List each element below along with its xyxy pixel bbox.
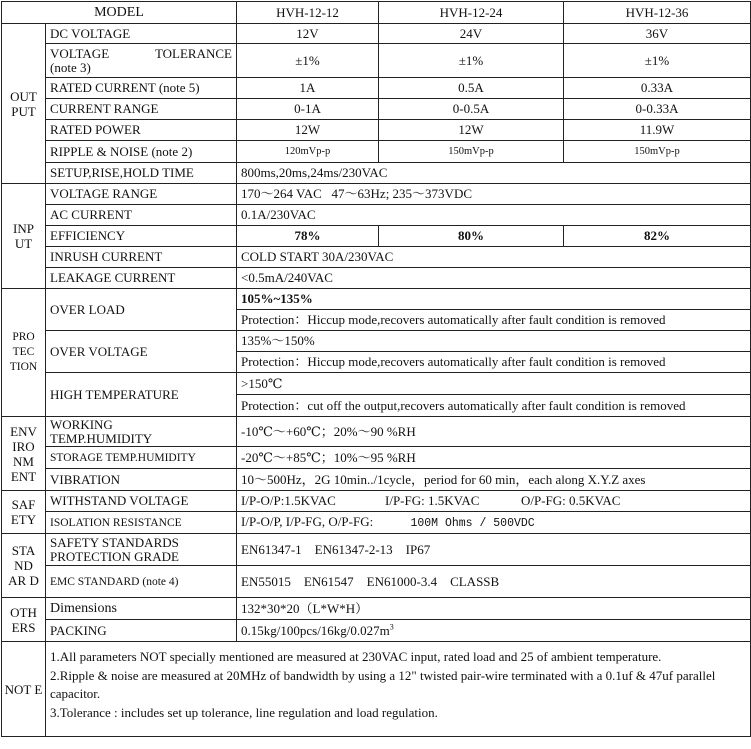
label-part: VOLTAGE xyxy=(50,45,110,61)
cell-value: Protection：Hiccup mode,recovers automatically after fault condition is removed xyxy=(237,310,751,331)
table-row xyxy=(2,469,751,491)
row-label-inrush-current: INRUSH CURRENT xyxy=(46,247,237,268)
label-part: TEMP.HUMIDITY xyxy=(50,430,153,446)
row-label-packing: PACKING xyxy=(46,620,237,642)
cell-value: 0-0.5A xyxy=(379,99,564,120)
table-row xyxy=(2,491,751,512)
cell-value: Protection：Hiccup mode,recovers automatically after fault condition is removed xyxy=(237,352,751,373)
note-item: 2.Ripple & noise are measured at 20MHz of bandwidth by using a 12" twisted pair-wire terminated with a 0.1uf & 47uf parallel capacitor. xyxy=(50,667,716,701)
row-label-working-temp xyxy=(46,417,237,447)
cell-value: 12V xyxy=(237,24,379,44)
table-row xyxy=(2,120,751,141)
label-part: SAFETY STANDARDS xyxy=(50,534,179,550)
cell-value: <0.5mA/240VAC xyxy=(237,268,751,289)
table-row xyxy=(2,205,751,226)
cell-value: 36V xyxy=(564,24,751,44)
row-label-over-load: OVER LOAD xyxy=(46,289,237,331)
cell-value: -10℃～+60℃；20%～90 %RH xyxy=(237,417,751,447)
table-row xyxy=(2,642,751,737)
cell-value: 12W xyxy=(237,120,379,141)
table-row xyxy=(2,373,751,395)
label-part: (note 3) xyxy=(50,59,91,75)
table-row xyxy=(2,417,751,447)
table-row xyxy=(2,289,751,310)
cell-value xyxy=(237,620,751,642)
table-row xyxy=(2,141,751,163)
cell-value: 170～264 VAC 47～63Hz; 235～373VDC xyxy=(237,184,751,205)
row-label-storage-temp: STORAGE TEMP.HUMIDITY xyxy=(46,447,237,469)
packing-value: 0.15kg/100pcs/16kg/0.027m xyxy=(241,622,390,638)
row-label-vibration: VIBRATION xyxy=(46,469,237,491)
row-label-dc-voltage: DC VOLTAGE xyxy=(46,24,237,44)
cell-value: 0-1A xyxy=(237,99,379,120)
cell-value: 150mVp-p xyxy=(379,141,564,163)
isolation-value: 100M Ohms / 500VDC xyxy=(410,516,535,530)
cell-value: COLD START 30A/230VAC xyxy=(237,247,751,268)
category-output: OUT PUT xyxy=(2,24,46,184)
withstand-ip-fg: I/P-FG: 1.5KVAC xyxy=(385,493,480,508)
table-row xyxy=(2,512,751,534)
cell-value: EN61347-1 EN61347-2-13 IP67 xyxy=(237,534,751,566)
cell-value: 105%~135% xyxy=(237,289,751,310)
table-row xyxy=(2,78,751,99)
cell-value: ±1% xyxy=(237,44,379,78)
table-row xyxy=(2,226,751,247)
model-hvh-12-12: HVH-12-12 xyxy=(237,2,379,24)
table-row xyxy=(2,44,751,78)
label-part: WORKING xyxy=(50,416,113,432)
cell-value: ±1% xyxy=(564,44,751,78)
category-safety: SAF ETY xyxy=(2,491,46,534)
specification-table xyxy=(1,1,751,737)
model-hvh-12-24: HVH-12-24 xyxy=(379,2,564,24)
row-label-ac-current: AC CURRENT xyxy=(46,205,237,226)
row-label-withstand-voltage: WITHSTAND VOLTAGE xyxy=(46,491,237,512)
cell-value: ±1% xyxy=(379,44,564,78)
cell-value: 0-0.33A xyxy=(564,99,751,120)
category-standard: STA ND AR D xyxy=(2,534,46,598)
row-label-safety-standards xyxy=(46,534,237,566)
isolation-ports: I/P-O/P, I/P-FG, O/P-FG: xyxy=(241,513,374,529)
note-item: 1.All parameters NOT specially mentioned are measured at 230VAC input, rated load and 25 of ambient temperature. xyxy=(50,649,662,664)
row-label-rated-power: RATED POWER xyxy=(46,120,237,141)
row-label-voltage-range: VOLTAGE RANGE xyxy=(46,184,237,205)
row-label-setup-time: SETUP,RISE,HOLD TIME xyxy=(46,163,237,184)
withstand-ip-op: I/P-O/P:1.5KVAC xyxy=(241,493,336,508)
cell-value: EN55015 EN61547 EN61000-3.4 CLASSB xyxy=(237,566,751,598)
table-row xyxy=(2,24,751,44)
cell-value xyxy=(237,491,751,512)
label-part: TOLERANCE xyxy=(154,45,232,61)
cell-value: 120mVp-p xyxy=(237,141,379,163)
notes-cell xyxy=(46,642,751,737)
cell-value: 11.9W xyxy=(564,120,751,141)
table-row xyxy=(2,184,751,205)
cell-value: 132*30*20（L*W*H） xyxy=(237,598,751,620)
cell-value: 0.33A xyxy=(564,78,751,99)
model-header: MODEL xyxy=(2,2,237,24)
category-others: OTH ERS xyxy=(2,598,46,642)
label-part: PROTECTION GRADE xyxy=(50,548,179,564)
cell-value: 0.1A/230VAC xyxy=(237,205,751,226)
cell-value: 78% xyxy=(237,226,379,247)
cell-value: -20℃～+85℃；10%～95 %RH xyxy=(237,447,751,469)
cell-value: 150mVp-p xyxy=(564,141,751,163)
cell-value: 24V xyxy=(379,24,564,44)
row-label-voltage-tolerance xyxy=(46,44,237,78)
table-row xyxy=(2,163,751,184)
cell-value: 1A xyxy=(237,78,379,99)
table-row xyxy=(2,268,751,289)
table-row xyxy=(2,598,751,620)
category-input: INP UT xyxy=(2,184,46,289)
row-label-ripple-noise: RIPPLE & NOISE (note 2) xyxy=(46,141,237,163)
row-label-efficiency: EFFICIENCY xyxy=(46,226,237,247)
row-label-high-temperature: HIGH TEMPERATURE xyxy=(46,373,237,417)
row-label-leakage-current: LEAKAGE CURRENT xyxy=(46,268,237,289)
header-row xyxy=(2,2,751,24)
table-row xyxy=(2,99,751,120)
category-note: NOT E xyxy=(2,642,46,737)
cell-value: 12W xyxy=(379,120,564,141)
cell-value: 0.5A xyxy=(379,78,564,99)
table-row xyxy=(2,331,751,352)
table-row xyxy=(2,534,751,566)
row-label-emc-standard: EMC STANDARD (note 4) xyxy=(46,566,237,598)
cell-value xyxy=(237,512,751,534)
row-label-rated-current: RATED CURRENT (note 5) xyxy=(46,78,237,99)
row-label-dimensions: Dimensions xyxy=(46,598,237,620)
withstand-op-fg: O/P-FG: 0.5KVAC xyxy=(521,493,621,508)
note-item: 3.Tolerance : includes set up tolerance, line regulation and load regulation. xyxy=(50,704,438,720)
cell-value: 80% xyxy=(379,226,564,247)
model-hvh-12-36: HVH-12-36 xyxy=(564,2,751,24)
cell-value: 135%～150% xyxy=(237,331,751,352)
table-row xyxy=(2,447,751,469)
category-environment: ENV IRO NM ENT xyxy=(2,417,46,491)
packing-superscript: 3 xyxy=(389,622,394,632)
cell-value: Protection：cut off the output,recovers automatically after fault condition is removed xyxy=(237,395,751,417)
row-label-over-voltage: OVER VOLTAGE xyxy=(46,331,237,373)
cell-value: 82% xyxy=(564,226,751,247)
cell-value: 10～500Hz，2G 10min../1cycle，period for 60 min，each along X.Y.Z axes xyxy=(237,469,751,491)
table-row xyxy=(2,247,751,268)
table-row xyxy=(2,566,751,598)
cell-value: 800ms,20ms,24ms/230VAC xyxy=(237,163,751,184)
category-protection: PRO TEC TION xyxy=(2,289,46,417)
row-label-current-range: CURRENT RANGE xyxy=(46,99,237,120)
table-row xyxy=(2,620,751,642)
cell-value: >150℃ xyxy=(237,373,751,395)
row-label-isolation-resistance: ISOLATION RESISTANCE xyxy=(46,512,237,534)
